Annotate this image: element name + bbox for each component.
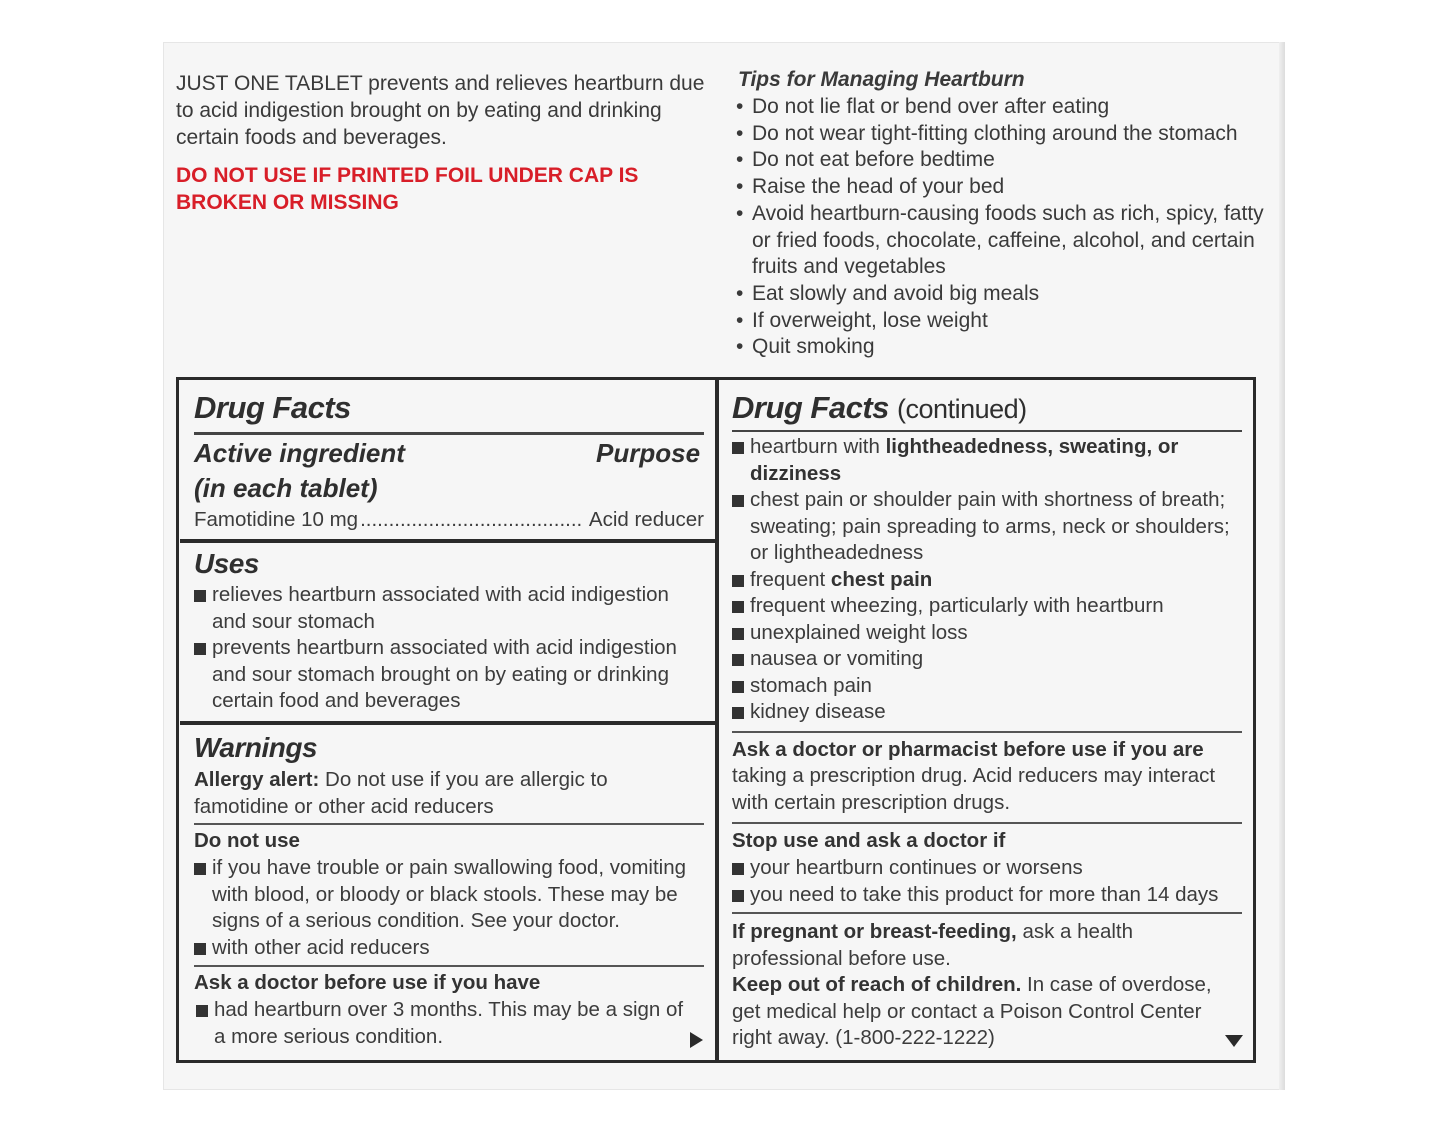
ingredient-row	[194, 507, 704, 534]
warning-item: nausea or vomiting	[730, 646, 1240, 673]
ask-pharmacist-heading: Ask a doctor or pharmacist before use if you are	[732, 738, 1204, 761]
warning-item: kidney disease	[730, 699, 1240, 726]
uses-list	[192, 582, 702, 715]
purpose-heading: Purpose	[596, 438, 701, 468]
title-rule	[194, 432, 704, 435]
section-rule	[732, 822, 1242, 824]
ask-pharmacist-text: taking a prescription drug. Acid reducers may interact with certain prescription drugs.	[732, 764, 1216, 814]
ask-doctor-list	[194, 997, 689, 1050]
stop-use-heading: Stop use and ask a doctor if	[732, 829, 1006, 852]
tips-list	[736, 94, 1266, 361]
do-not-use-item: with other acid reducers	[192, 935, 692, 962]
do-not-use-heading: Do not use	[194, 829, 300, 852]
tip-item: • Avoid heartburn-causing foods such as rich, spicy, fatty or fried foods, chocolate, caffeine, alcohol, and certain fruits and vegetables	[736, 201, 1266, 281]
section-rule	[732, 912, 1242, 914]
warning-item: unexplained weight loss	[730, 620, 1240, 647]
continue-arrow-icon	[690, 1032, 703, 1048]
section-rule	[194, 965, 704, 967]
tip-item: • Raise the head of your bed	[736, 174, 1266, 201]
drug-facts-continued-label: Drug Facts	[732, 390, 889, 425]
pregnancy-label: If pregnant or breast-feeding,	[732, 920, 1017, 943]
ingredient-name: Famotidine 10 mg	[194, 508, 359, 531]
tip-item: • Quit smoking	[736, 334, 1266, 361]
warning-item: chest pain or shoulder pain with shortness of breath; sweating; pain spreading to arms, neck or shoulders; or lightheadedness	[730, 487, 1240, 567]
uses-item: relieves heartburn associated with acid indigestion and sour stomach	[192, 582, 702, 635]
warning-item: stomach pain	[730, 673, 1240, 700]
tip-item: • Do not wear tight-fitting clothing around the stomach	[736, 121, 1266, 148]
drug-facts-continued-title	[732, 390, 1027, 426]
section-rule	[732, 731, 1242, 733]
tip-item: • Do not eat before bedtime	[736, 147, 1266, 174]
ingredient-purpose: Acid reducer	[588, 508, 704, 531]
stop-use-item: you need to take this product for more than 14 days	[730, 882, 1240, 909]
stop-use-item: your heartburn continues or worsens	[730, 855, 1240, 882]
ask-doctor-item: had heartburn over 3 months. This may be a sign of a more serious condition.	[194, 997, 689, 1050]
dot-leader: .......................................	[360, 508, 583, 531]
intro-text: JUST ONE TABLET prevents and relieves heartburn due to acid indigestion brought on by eating and drinking certain foods and beverages.	[176, 72, 705, 149]
warning-item: heartburn with lightheadedness, sweating, or dizziness	[730, 434, 1240, 487]
pregnancy-text: ask a health professional before use.	[732, 920, 1133, 970]
section-bar	[180, 539, 715, 543]
continue-down-arrow-icon	[1225, 1035, 1243, 1047]
section-rule	[194, 823, 704, 825]
tip-item: • Eat slowly and avoid big meals	[736, 281, 1266, 308]
warnings-heading: Warnings	[194, 732, 318, 763]
allergy-label: Allergy alert:	[194, 768, 320, 791]
continued-suffix: (continued)	[897, 394, 1027, 424]
ask-doctor-heading: Ask a doctor before use if you have	[194, 971, 541, 994]
uses-item: prevents heartburn associated with acid indigestion and sour stomach brought on by eating or drinking certain food and beverages	[192, 635, 702, 715]
pregnancy-warning	[732, 919, 1242, 972]
title-rule	[732, 430, 1242, 432]
uses-heading: Uses	[194, 548, 259, 579]
active-ingredient-heading: Active ingredient	[194, 438, 405, 468]
warning-item: frequent chest pain	[730, 567, 1240, 594]
active-ingredient-sub: (in each tablet)	[194, 473, 378, 503]
tip-item: • If overweight, lose weight	[736, 308, 1266, 335]
tips-title: Tips for Managing Heartburn	[738, 68, 1025, 91]
foil-warning: DO NOT USE IF PRINTED FOIL UNDER CAP IS BROKEN OR MISSING	[176, 164, 639, 214]
keep-out-text: In case of overdose, get medical help or contact a Poison Control Center right away. (1-800-222-1222)	[732, 973, 1212, 1049]
keep-out-warning	[732, 972, 1232, 1052]
section-bar	[180, 721, 715, 725]
warnings-continued-list	[730, 434, 1240, 726]
tip-item: • Do not lie flat or bend over after eating	[736, 94, 1266, 121]
do-not-use-item: if you have trouble or pain swallowing food, vomiting with blood, or bloody or black stools. These may be signs of a serious condition. See your doctor.	[192, 855, 692, 935]
warning-item: frequent wheezing, particularly with heartburn	[730, 593, 1240, 620]
stop-use-list	[730, 855, 1240, 908]
keep-out-label: Keep out of reach of children.	[732, 973, 1022, 996]
drug-facts-title: Drug Facts	[194, 390, 351, 425]
allergy-alert	[194, 767, 704, 820]
do-not-use-list	[192, 855, 692, 961]
column-divider	[715, 380, 719, 1060]
allergy-text: Do not use if you are allergic to famotidine or other acid reducers	[194, 768, 608, 818]
